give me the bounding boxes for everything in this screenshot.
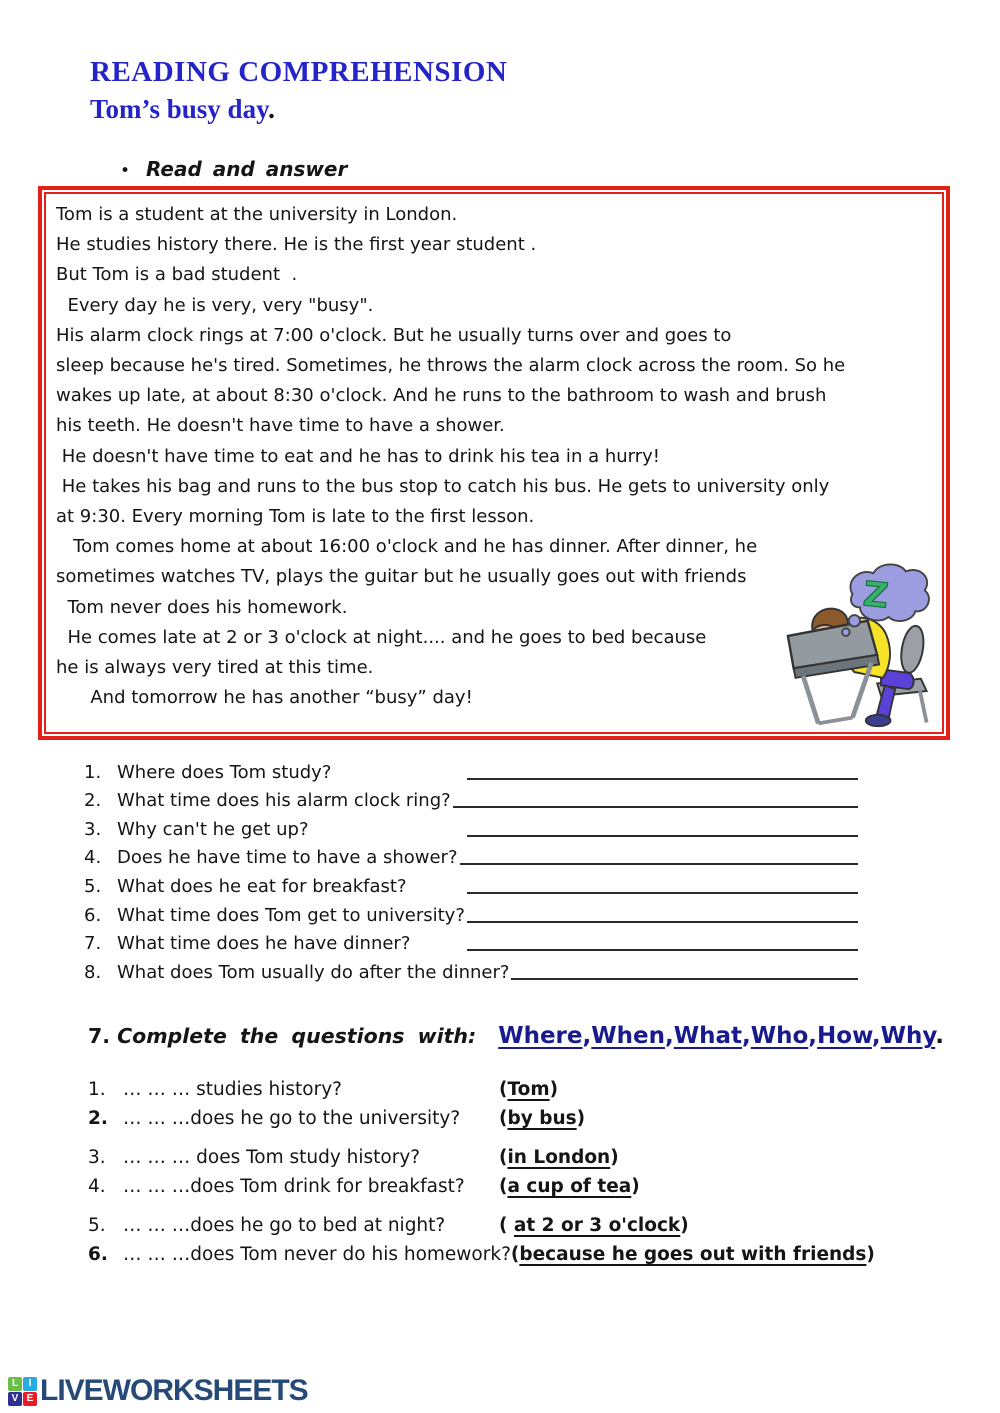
question-row <box>84 897 858 926</box>
subtitle-period: . <box>268 94 275 124</box>
option-separator: , <box>664 1023 674 1049</box>
option-word: Who <box>750 1023 809 1049</box>
question-text: Why can't he get up? <box>117 818 309 840</box>
option-word: Where <box>498 1023 583 1049</box>
answer-hint <box>499 1176 640 1197</box>
passage-line: sleep because he's tired. Sometimes, he throws the alarm clock across the room. So he <box>56 355 846 377</box>
instruction-text: Read and answer <box>146 157 348 181</box>
passage-line: at 9:30. Every morning Tom is late to the first lesson. <box>56 506 535 528</box>
question-number: 3. <box>84 818 102 840</box>
question-row <box>84 754 858 783</box>
option-word: What <box>673 1023 742 1049</box>
question-text: What does he eat for breakfast? <box>117 875 407 897</box>
paren-open: ( <box>499 1108 508 1129</box>
page-title: READING COMPREHENSION <box>90 56 508 88</box>
answer-text: by bus <box>507 1108 577 1129</box>
question-text[interactable]: … … …does he go to the university? <box>123 1108 461 1129</box>
option-separator: , <box>871 1023 881 1049</box>
paren-open: ( <box>499 1215 514 1236</box>
passage-line: He studies history there. He is the first year student . <box>56 234 537 256</box>
answer-hint <box>499 1079 558 1100</box>
option-separator: , <box>742 1023 751 1049</box>
passage-line: Tom comes home at about 16:00 o'clock and he has dinner. After dinner, he <box>56 536 758 558</box>
exercise2-heading <box>88 1023 944 1049</box>
question-text[interactable]: … … …does he go to bed at night? <box>123 1215 446 1236</box>
logo-tile-e: E <box>23 1392 37 1406</box>
passage-line: And tomorrow he has another “busy” day! <box>56 687 473 709</box>
question-text: What time does Tom get to university? <box>117 904 465 926</box>
question-number: 8. <box>84 961 102 983</box>
answer-blank[interactable] <box>453 788 858 808</box>
question-row <box>84 926 858 955</box>
liveworksheets-wordmark: LIVEWORKSHEETS <box>40 1374 308 1407</box>
answer-blank[interactable] <box>467 817 858 837</box>
passage-line: His alarm clock rings at 7:00 o'clock. But he usually turns over and goes to <box>56 324 732 346</box>
question-text: What time does he have dinner? <box>117 933 411 955</box>
answer-hint <box>499 1147 619 1168</box>
question-number: 6. <box>84 904 102 926</box>
passage-line: Tom is a student at the university in London. <box>56 204 458 225</box>
question-row <box>84 840 858 869</box>
passage-line: He takes his bag and runs to the bus stop to catch his bus. He gets to university only <box>56 475 830 497</box>
passage-line: he is always very tired at this time. <box>56 657 374 679</box>
answer-blank[interactable] <box>467 760 858 780</box>
sleeping-student-illustration <box>786 560 938 730</box>
fill-question-row <box>88 1108 948 1137</box>
passage-line: He comes late at 2 or 3 o'clock at night.... and he goes to bed because <box>56 626 707 648</box>
logo-tile-l: L <box>8 1377 22 1391</box>
reading-passage <box>44 192 944 734</box>
answer-hint <box>499 1108 585 1129</box>
passage-line: Tom never does his homework. <box>56 596 348 618</box>
fill-question-row <box>88 1215 948 1244</box>
question-number: 2. <box>84 790 102 812</box>
paren-close: ) <box>576 1108 586 1129</box>
paren-close: ) <box>610 1147 619 1168</box>
paren-open: ( <box>499 1079 508 1100</box>
question-text[interactable]: … … …does Tom never do his homework? <box>123 1244 511 1265</box>
reading-passage-box <box>38 186 950 740</box>
passage-line: Every day he is very, very "busy". <box>56 294 374 316</box>
option-word: How <box>817 1023 872 1049</box>
logo-tile-v: V <box>8 1392 22 1406</box>
question-text[interactable]: … … … does Tom study history? <box>123 1147 421 1168</box>
question-number: 6. <box>88 1244 108 1265</box>
paren-close: ) <box>631 1176 640 1197</box>
fill-question-row <box>88 1079 948 1108</box>
liveworksheets-logo-icon <box>8 1377 37 1406</box>
question-number: 5. <box>88 1215 106 1236</box>
answer-text: in London <box>507 1147 611 1168</box>
fill-question-row <box>88 1176 948 1205</box>
exercise1-questions <box>84 754 858 983</box>
exercise2-instruction: Complete the questions with: <box>117 1024 477 1048</box>
question-row <box>84 868 858 897</box>
question-number: 1. <box>88 1079 106 1100</box>
answer-blank[interactable] <box>467 931 858 951</box>
passage-line: He doesn't have time to eat and he has to drink his tea in a hurry! <box>56 445 660 467</box>
subtitle-text: Tom’s busy day <box>90 94 269 124</box>
zzz-letter: Z <box>861 574 891 617</box>
fill-question-row <box>88 1147 948 1176</box>
question-row <box>84 811 858 840</box>
exercise2-questions <box>88 1079 948 1273</box>
option-separator: , <box>582 1023 592 1049</box>
answer-text: because he goes out with friends <box>519 1244 867 1265</box>
question-text: What time does his alarm clock ring? <box>117 790 451 812</box>
logo-tile-i: I <box>23 1377 37 1391</box>
paren-open: ( <box>510 1244 520 1265</box>
question-text: Does he have time to have a shower? <box>117 847 458 869</box>
answer-hint <box>499 1215 689 1236</box>
options-period: . <box>935 1023 944 1049</box>
page-subtitle <box>90 94 275 125</box>
passage-line: sometimes watches TV, plays the guitar but he usually goes out with friends <box>56 566 747 588</box>
answer-text: a cup of tea <box>507 1176 632 1197</box>
question-row <box>84 783 858 812</box>
exercise2-number: 7. <box>88 1024 111 1048</box>
paren-open: ( <box>499 1176 508 1197</box>
question-text: Where does Tom study? <box>117 761 332 783</box>
answer-blank[interactable] <box>460 845 858 865</box>
option-word: When <box>591 1023 665 1049</box>
question-number: 3. <box>88 1147 106 1168</box>
fill-question-row <box>88 1244 948 1273</box>
answer-blank[interactable] <box>511 960 858 980</box>
answer-blank[interactable] <box>467 903 858 923</box>
passage-line: his teeth. He doesn't have time to have a shower. <box>56 415 505 437</box>
question-number: 2. <box>88 1108 108 1129</box>
question-number: 7. <box>84 933 102 955</box>
passage-line: wakes up late, at about 8:30 o'clock. And he runs to the bathroom to wash and brush <box>56 385 827 407</box>
paren-close: ) <box>680 1215 689 1236</box>
answer-hint <box>511 1244 875 1265</box>
read-and-answer-instruction <box>120 157 347 181</box>
bullet-icon: • <box>120 161 131 181</box>
liveworksheets-logo[interactable] <box>8 1374 308 1408</box>
question-text[interactable]: … … …does Tom drink for breakfast? <box>123 1176 465 1197</box>
option-word: Why <box>880 1023 936 1049</box>
paren-close: ) <box>866 1244 875 1265</box>
paren-close: ) <box>549 1079 559 1100</box>
answer-text: at 2 or 3 o'clock <box>513 1215 681 1236</box>
question-text[interactable]: … … … studies history? <box>123 1079 342 1100</box>
question-number: 4. <box>88 1176 106 1197</box>
question-number: 4. <box>84 847 102 869</box>
answer-blank[interactable] <box>467 874 858 894</box>
question-row <box>84 954 858 983</box>
passage-line: But Tom is a bad student . <box>56 264 298 286</box>
question-text: What does Tom usually do after the dinner? <box>117 961 510 983</box>
question-number: 5. <box>84 875 102 897</box>
paren-open: ( <box>499 1147 508 1168</box>
option-separator: , <box>808 1023 818 1049</box>
question-number: 1. <box>84 761 102 783</box>
answer-text: Tom <box>507 1079 550 1100</box>
